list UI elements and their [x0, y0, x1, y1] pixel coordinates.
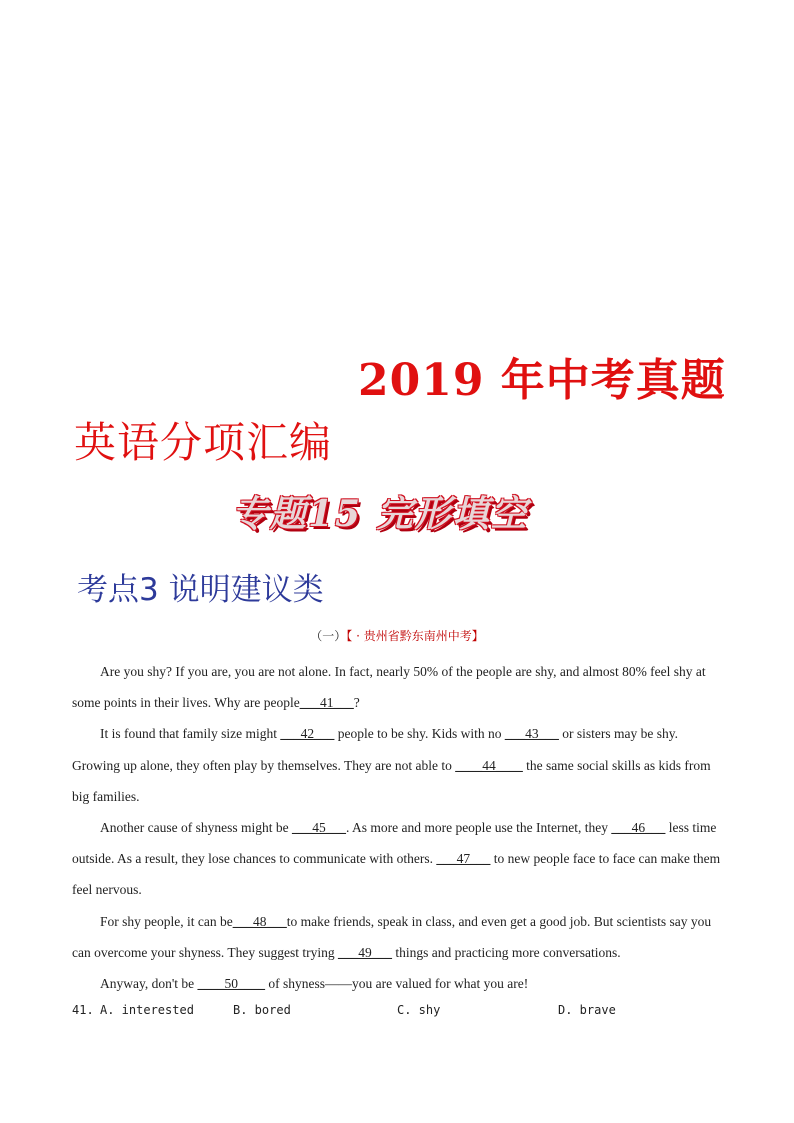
paragraph-text: . As more and more people use the Internet, they [345, 820, 612, 836]
option-c: C. shy [397, 1003, 441, 1017]
question-number: 41. [72, 1003, 94, 1017]
paragraph-3 [72, 812, 724, 906]
paragraph-text: the same social skills as kids from big families. [72, 757, 711, 804]
paragraph-text: It is found that family size might [100, 726, 281, 742]
paragraph-text: or sisters may be shy. Growing up alone, they often play by themselves. They are not able to [72, 726, 678, 773]
source-number: （一） [310, 629, 347, 643]
title-sub: 英语分项汇编 [74, 418, 333, 467]
option-b: B. bored [233, 1003, 291, 1017]
paragraph-4 [72, 906, 724, 968]
paragraph-text: ? [353, 695, 360, 711]
paragraph-text: less time outside. As a result, they lose chances to communicate with others. [72, 820, 717, 867]
blank-45: ___45___ [291, 820, 346, 836]
section-title: 考点3 说明建议类 [77, 572, 324, 608]
blank-42: ___42___ [280, 726, 335, 742]
paragraph-2 [72, 718, 724, 812]
blank-50: ____50____ [197, 976, 266, 992]
paragraph-text: For shy people, it can be [100, 913, 233, 929]
paragraph-text: Another cause of shyness might be [100, 820, 292, 836]
blank-47: ___47___ [436, 851, 491, 867]
source-line [0, 627, 794, 644]
blank-46: ___46___ [611, 820, 666, 836]
paragraph-text: Anyway, don't be [100, 976, 198, 992]
passage [72, 656, 724, 999]
paragraph-text: people to be shy. Kids with no [334, 726, 505, 742]
paragraph-5 [72, 968, 724, 999]
blank-48: ___48___ [232, 913, 287, 929]
paragraph-text: of shyness——you are valued for what you are! [265, 976, 529, 992]
topic-title: 专题15 完形填空 [232, 493, 529, 535]
paragraph-text: to new people face to face can make them feel nervous. [72, 851, 721, 898]
source-label: 【 · 贵州省黔东南州中考】 [346, 629, 484, 643]
paragraph-text: things and practicing more conversations. [391, 944, 621, 960]
blank-44: ____44____ [455, 757, 523, 773]
blank-43: ___43___ [504, 726, 559, 742]
blank-41: ___41___ [299, 695, 354, 711]
option-d: D. brave [558, 1003, 616, 1017]
option-a: A. interested [100, 1003, 194, 1017]
title-main: 2019 年中考真题 [358, 355, 726, 406]
paragraph-1 [72, 656, 724, 718]
paragraph-text: to make friends, speak in class, and even get a good job. But scientists say you can overcome your shyness. They suggest trying [72, 913, 712, 960]
paragraph-text: Are you shy? If you are, you are not alone. In fact, nearly 50% of the people are shy, and almost 80% feel shy at some points in their lives. Why are people [72, 664, 706, 711]
blank-49: ___49___ [337, 944, 392, 960]
